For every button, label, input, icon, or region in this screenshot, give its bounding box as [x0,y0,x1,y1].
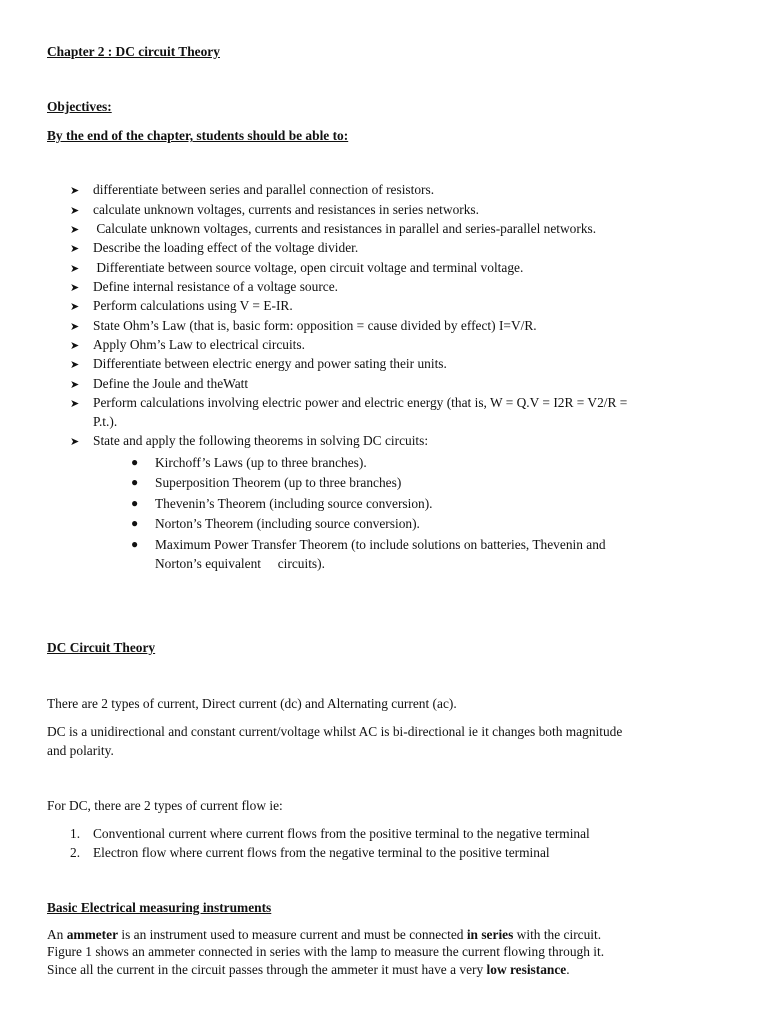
objective-item: calculate unknown voltages, currents and resistances in series networks. [93,202,479,217]
theorem-item: Norton’s Theorem (including source conversion). [155,516,420,531]
paragraph-current-types: There are 2 types of current, Direct current (dc) and Alternating current (ac). [47,696,457,711]
flow-type-item: Conventional current where current flows from the positive terminal to the negative terminal [93,826,590,841]
ammeter-line-3: Since all the current in the circuit passes through the ammeter it must have a very low resistance. [47,962,570,977]
instruments-heading: Basic Electrical measuring instruments [47,900,272,915]
objective-item: Apply Ohm’s Law to electrical circuits. [93,337,305,352]
arrow-bullet-icon: ➤ [70,398,80,410]
objectives-intro: By the end of the chapter, students should be able to: [47,128,349,143]
theorem-item: Maximum Power Transfer Theorem (to include solutions on batteries, Thevenin and [155,537,606,552]
objective-item: Differentiate between electric energy and power sating their units. [93,356,447,371]
objective-item: Describe the loading effect of the voltage divider. [93,240,359,255]
objective-item: State and apply the following theorems in solving DC circuits: [93,433,429,448]
arrow-bullet-icon: ➤ [70,379,80,391]
theorem-item: Superposition Theorem (up to three branches) [155,475,402,490]
flow-type-item: Electron flow where current flows from the negative terminal to the positive terminal [93,845,550,860]
list-number: 2. [70,845,81,860]
low-resistance-term: low resistance [486,962,567,977]
objectives-heading: Objectives: [47,99,112,114]
ammeter-line-1: An ammeter is an instrument used to measure current and must be connected in series with the circuit. [47,927,602,942]
ammeter-term: ammeter [66,927,119,942]
arrow-bullet-icon: ➤ [70,263,80,275]
theorem-item-continuation: Norton’s equivalent circuits). [155,556,325,571]
objective-item: differentiate between series and parallel connection of resistors. [93,182,435,197]
in-series-term: in series [466,927,514,942]
objective-item: Define the Joule and theWatt [93,376,249,391]
arrow-bullet-icon: ➤ [70,205,80,217]
arrow-bullet-icon: ➤ [70,340,80,352]
arrow-bullet-icon: ➤ [70,282,80,294]
arrow-bullet-icon: ➤ [70,185,80,197]
objective-item: Define internal resistance of a voltage source. [93,279,339,294]
theorem-item: Kirchoff’s Laws (up to three branches). [155,455,367,470]
list-number: 1. [70,826,81,841]
arrow-bullet-icon: ➤ [70,224,80,236]
arrow-bullet-icon: ➤ [70,359,80,371]
bullet-dot-icon: ● [131,516,139,530]
objective-item: Perform calculations using V = E-IR. [93,298,293,313]
arrow-bullet-icon: ➤ [70,243,80,255]
objective-item: Differentiate between source voltage, open circuit voltage and terminal voltage. [93,260,524,275]
arrow-bullet-icon: ➤ [70,321,80,333]
bullet-dot-icon: ● [131,475,139,489]
arrow-bullet-icon: ➤ [70,436,80,448]
paragraph-dc-ac-line1: DC is a unidirectional and constant current/voltage whilst AC is bi-directional ie it changes both magnitude [47,724,623,739]
objective-item: Perform calculations involving electric power and electric energy (that is, W = Q.V = I2R = V2/R = [93,395,628,410]
bullet-dot-icon: ● [131,537,139,551]
theorem-item: Thevenin’s Theorem (including source conversion). [155,496,433,511]
bullet-dot-icon: ● [131,455,139,469]
arrow-bullet-icon: ➤ [70,301,80,313]
paragraph-current-flow: For DC, there are 2 types of current flow ie: [47,798,283,813]
dc-theory-heading: DC Circuit Theory [47,640,156,655]
objective-item: Calculate unknown voltages, currents and resistances in parallel and series-parallel networks. [93,221,597,236]
objective-item: State Ohm’s Law (that is, basic form: opposition = cause divided by effect) I=V/R. [93,318,537,333]
objective-item-continuation: P.t.). [93,414,118,429]
bullet-dot-icon: ● [131,496,139,510]
chapter-title: Chapter 2 : DC circuit Theory [47,44,220,59]
ammeter-line-2: Figure 1 shows an ammeter connected in series with the lamp to measure the current flowing through it. [47,944,605,959]
paragraph-dc-ac-line2: and polarity. [47,743,114,758]
